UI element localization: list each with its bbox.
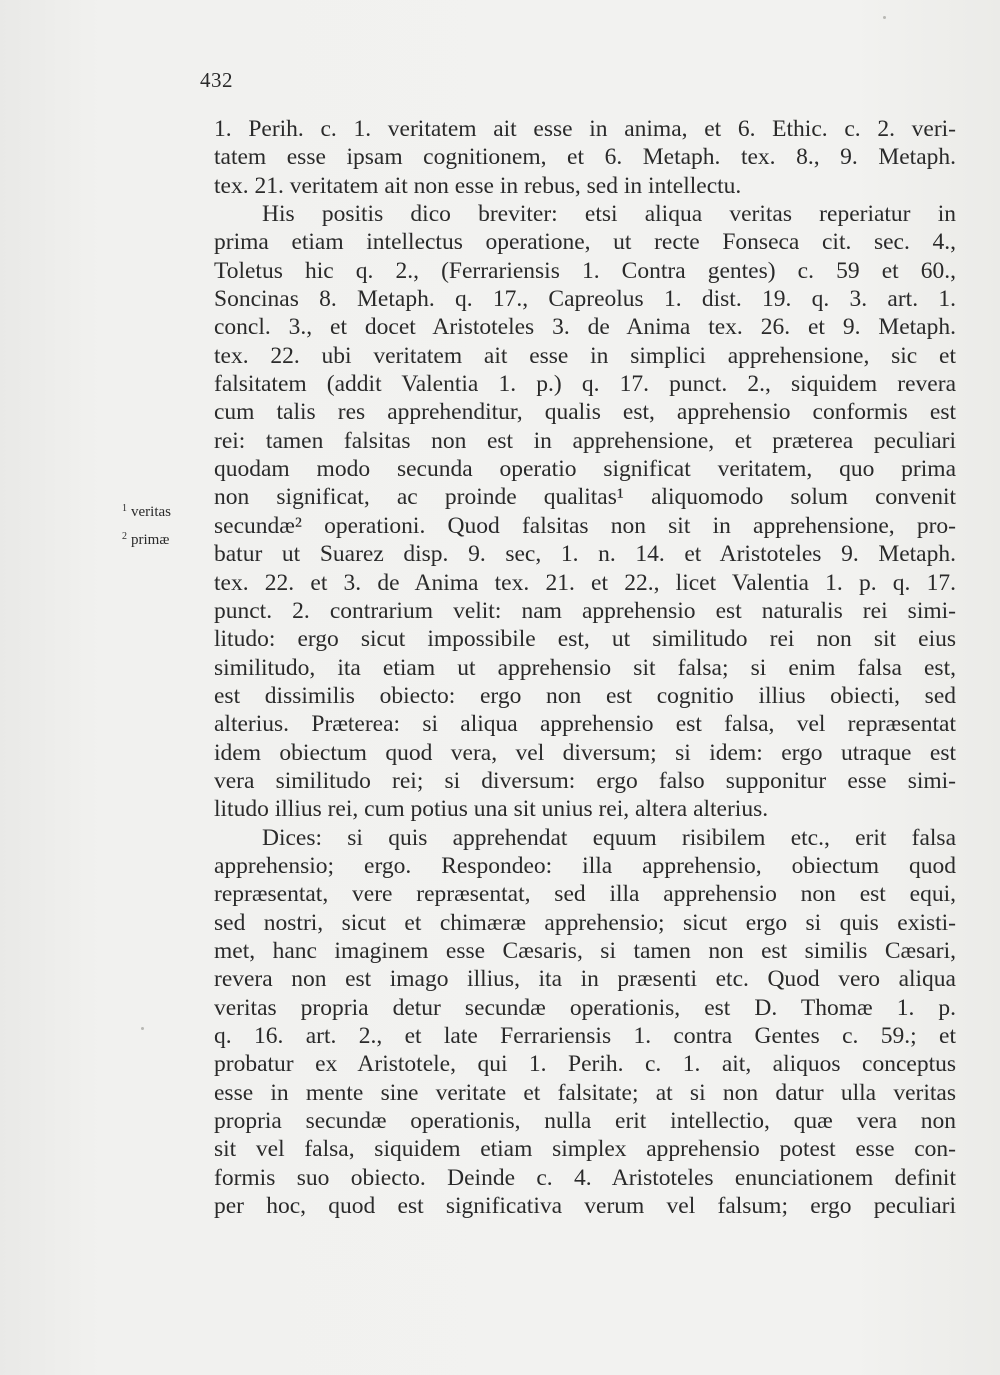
marginal-note-1 [122,503,171,521]
text-line: similitudo, ita etiam ut apprehensio sit falsa; si enim falsa est, [214,654,956,681]
text-line: q. 16. art. 2., et late Ferrariensis 1. contra Gentes c. 59.; et [214,1023,956,1049]
text-line: rei: tamen falsitas non est in apprehensione, et præterea peculiari [214,427,956,454]
text-line: Soncinas 8. Metaph. q. 17., Capreolus 1. dist. 19. q. 3. art. 1. [214,286,956,313]
text-line: tex. 22. ubi veritatem ait esse in simplici apprehensione, sic et [214,342,956,369]
body-text [214,115,956,1220]
text-line: quodam modo secunda operatio significat veritatem, quo prima [214,456,956,483]
text-line: tex. 22. et 3. de Anima tex. 21. et 22., licet Valentia 1. p. q. 17. [214,569,956,596]
text-line: non significat, ac proinde qualitas¹ aliquomodo solum convenit [214,484,956,511]
text-line: 1. Perih. c. 1. veritatem ait esse in anima, et 6. Ethic. c. 2. veri- [214,116,956,142]
text-line: tatem esse ipsam cognitionem, et 6. Metaph. tex. 8., 9. Metaph. [214,144,956,171]
marginal-note-number: 1 [122,503,127,514]
text-line: falsitatem (addit Valentia 1. p.) q. 17. punct. 2., siquidem revera [214,371,956,398]
text-line: cum talis res apprehenditur, qualis est, apprehensio conformis est [214,399,956,426]
marginal-note-word: primæ [131,532,170,548]
text-line: idem obiectum quod vera, vel diversum; si idem: ergo utraque est [214,739,956,766]
text-line: His positis dico breviter: etsi aliqua veritas reperiatur in [262,201,956,228]
text-line: sit vel falsa, siquidem etiam simplex apprehensio potest esse con- [214,1136,956,1163]
text-line: per hoc, quod est significativa verum vel falsum; ergo peculiari [214,1193,956,1220]
text-line: Toletus hic q. 2., (Ferrariensis 1. Contra gentes) c. 59 et 60., [214,257,956,284]
text-line: est dissimilis obiecto: ergo non est cognitio illius obiecti, sed [214,682,956,709]
text-line: alterius. Præterea: si aliqua apprehensio est falsa, vel repræsentat [214,711,956,738]
text-line: concl. 3., et docet Aristoteles 3. de Anima tex. 26. et 9. Metaph. [214,314,956,341]
paper-speck [141,1027,144,1030]
marginal-note-number: 2 [122,531,127,542]
text-line: propria secundæ operationis, nulla erit intellectio, quæ vera non [214,1108,956,1135]
text-line: tex. 21. veritatem ait non esse in rebus, sed in intellectu. [214,172,742,199]
marginal-note-word: veritas [131,504,171,520]
text-line: Dices: si quis apprehendat equum risibilem etc., erit falsa [262,824,956,851]
text-line: veritas propria detur secundæ operationis, est D. Thomæ 1. p. [214,994,956,1021]
page-number: 432 [200,68,233,92]
text-line: vera similitudo rei; si diversum: ergo falso supponitur esse simi- [214,767,956,794]
text-line: secundæ² operationi. Quod falsitas non sit in apprehensione, pro- [214,512,956,539]
text-line: apprehensio; ergo. Respondeo: illa apprehensio, obiectum quod [214,852,956,879]
text-line: repræsentat, vere repræsentat, sed illa apprehensio non est equi, [214,881,956,908]
text-line: litudo: ergo sicut impossibile est, ut similitudo rei non sit eius [214,626,956,653]
text-line: punct. 2. contrarium velit: nam apprehensio est naturalis rei simi- [214,597,956,624]
marginal-note-2 [122,531,169,549]
text-line: prima etiam intellectus operatione, ut recte Fonseca cit. sec. 4., [214,229,956,256]
paper-speck [883,16,886,19]
text-line: esse in mente sine veritate et falsitate; at si non datur ulla veritas [214,1079,956,1106]
text-line: met, hanc imaginem esse Cæsaris, si tamen non est similis Cæsari, [214,937,956,964]
text-line: litudo illius rei, cum potius una sit unius rei, altera alterius. [214,796,769,823]
text-line: sed nostri, sicut et chimæræ apprehensio; sicut ergo si quis existi- [214,909,956,936]
text-line: revera non est imago illius, ita in præsenti etc. Quod vero aliqua [214,966,956,993]
text-line: probatur ex Aristotele, qui 1. Perih. c. 1. ait, aliquos conceptus [214,1051,956,1078]
text-line: batur ut Suarez disp. 9. sec, 1. n. 14. et Aristoteles 9. Metaph. [214,541,956,568]
text-line: formis suo obiecto. Deinde c. 4. Aristoteles enunciationem definit [214,1164,956,1191]
